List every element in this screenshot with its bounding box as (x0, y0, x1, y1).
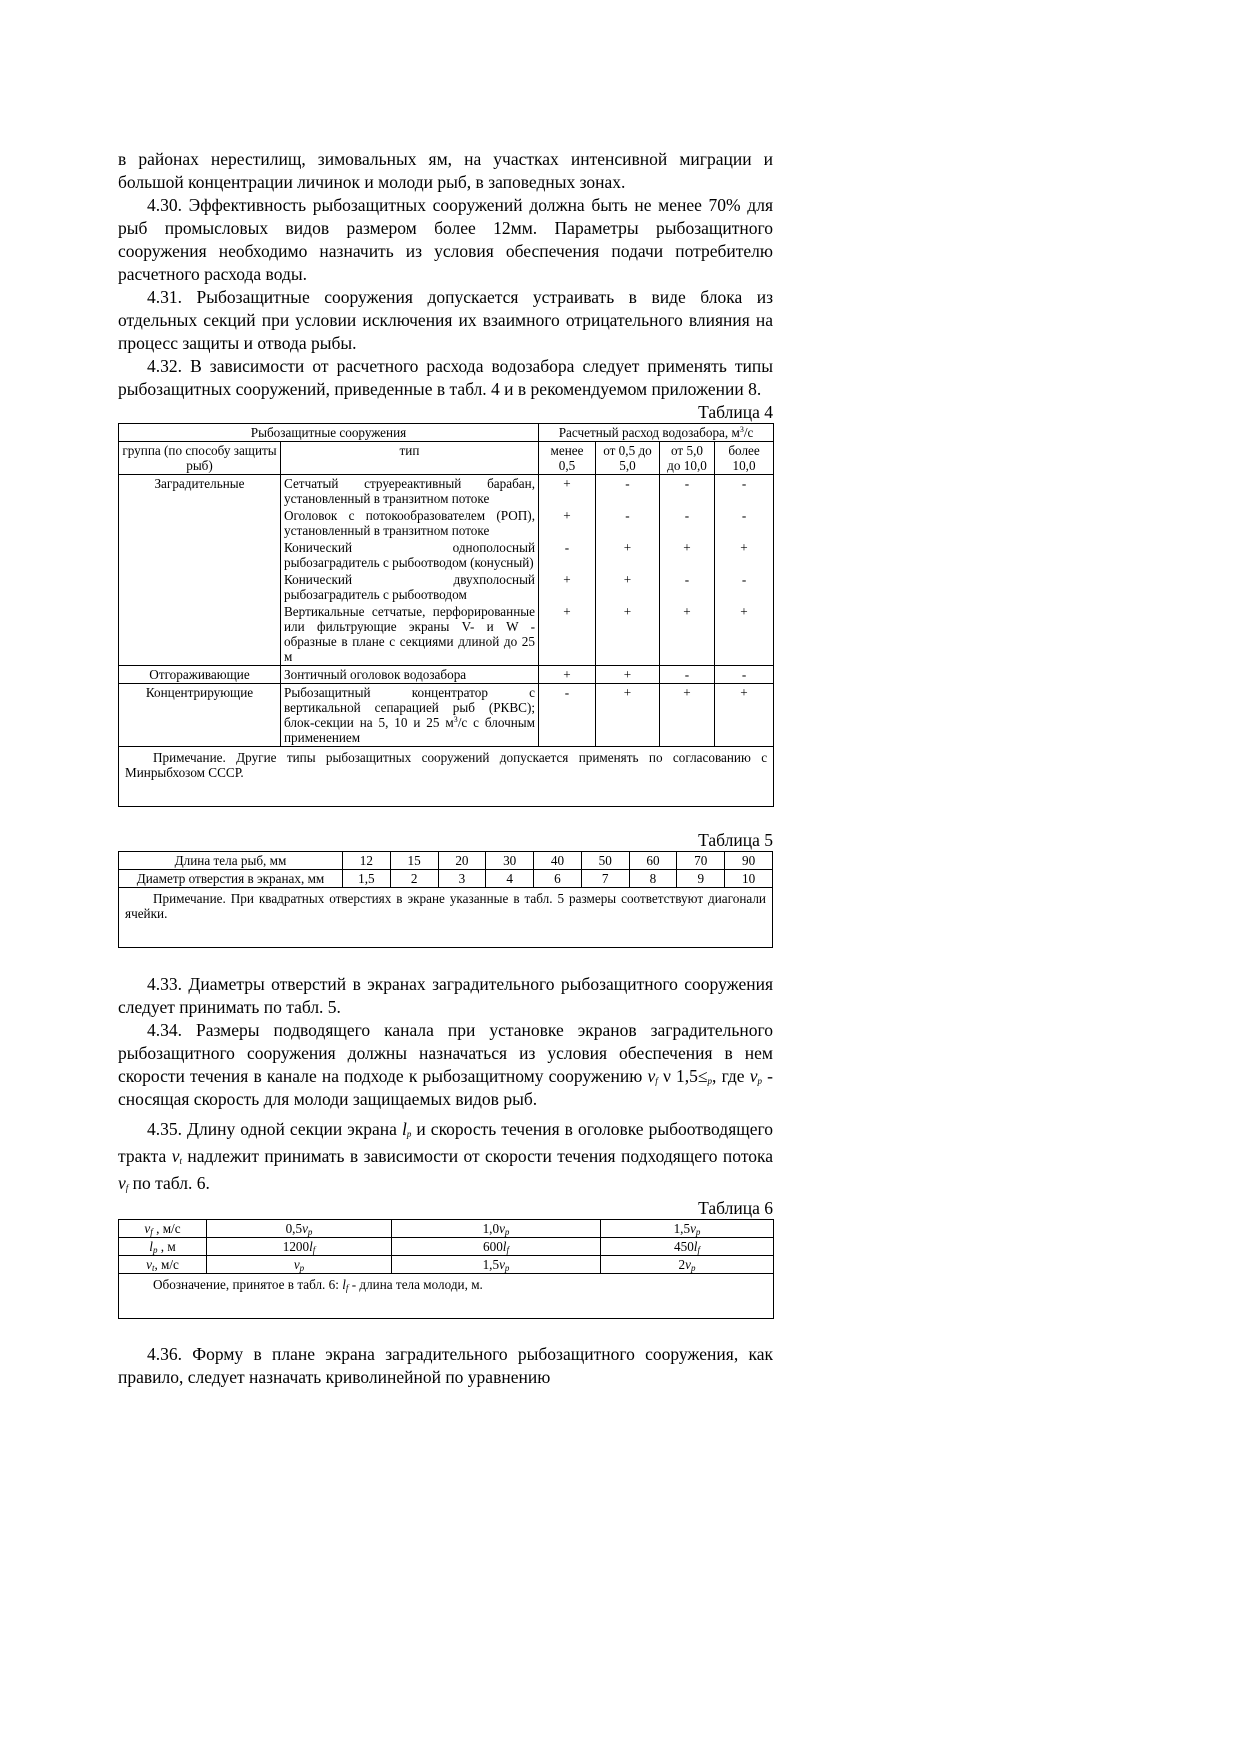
t4-header-col4: более 10,0 (715, 442, 774, 475)
table-5-caption: Таблица 5 (698, 830, 773, 850)
table-row: Конический двухполосный рыбозаградитель с рыбоотводом + + - - (119, 571, 774, 603)
table-row: Отгораживающие Зонтичный оголовок водозабора + + - - (119, 666, 774, 684)
paragraph-4-32: 4.32. В зависимости от расчетного расхода водозабора следует применять типы рыбозащитных сооружений, приведенные в табл. 4 и в рекомендуемом приложении 8. (118, 356, 773, 399)
t4-note: Примечание. Другие типы рыбозащитных сооружений допускается применять по согласованию с Минрыбхозом СССР. (119, 747, 774, 807)
table-row: Вертикальные сетчатые, перфорированные или фильтрующие экраны V- и W - образные в плане с секциями длиной до 25 м + + + + (119, 603, 774, 666)
t4-group-concentrating: Концентрирующие (119, 684, 281, 747)
table-row: Конический однополосный рыбозаградитель с рыбоотводом (конусный) - + + + (119, 539, 774, 571)
table-6-caption: Таблица 6 (698, 1198, 773, 1218)
t5-row2-label: Диаметр отверстия в экранах, мм (119, 870, 343, 888)
t4-header-col3: от 5,0 до 10,0 (660, 442, 715, 475)
paragraph-4-30: 4.30. Эффективность рыбозащитных сооружений должна быть не менее 70% для рыб промысловых видов размером более 12мм. Параметры рыбозащитного сооружения необходимо назначить из условия обеспечения подачи потребителю расчетного расхода воды. (118, 195, 773, 284)
document-page (118, 148, 773, 1389)
paragraph-4-33: 4.33. Диаметры отверстий в экранах заградительного рыбозащитного сооружения следует принимать по табл. 5. (118, 974, 773, 1017)
t4-header-group: группа (по способу защиты рыб) (119, 442, 281, 475)
paragraph-4-34: 4.34. Размеры подводящего канала при установке экранов заградительного рыбозащитного сооружения должны назначаться из условия обеспечения в нем скорости течения в канале на подходе к рыбозащитному сооружению $v_f$ ν $1,5\le_p$, где $v_p$ - сносящая скорость для молоди защищаемых видов рыб. (118, 1020, 773, 1109)
t6-note: Обозначение, принятое в табл. 6: $l_f$ - длина тела молоди, м. (119, 1274, 774, 1319)
table-row: Длина тела рыб, мм 12 15 20 30 40 50 60 70 90 (119, 852, 773, 870)
t4-group-barrier: Заградительные (119, 475, 281, 666)
intro-paragraph: в районах нерестилищ, зимовальных ям, на участках интенсивной миграции и большой концентрации личинок и молоди рыб, в заповедных зонах. (118, 149, 773, 192)
t4-header-flow: Расчетный расход водозабора, $м^3/с$ (539, 424, 774, 442)
table-row: Заградительные Сетчатый струереактивный барабан, установленный в транзитном потоке + - - - (119, 475, 774, 508)
t4-header-col2: от 0,5 до 5,0 (596, 442, 660, 475)
table-4-caption: Таблица 4 (698, 402, 773, 422)
table-row: $v_t$, м/с $v_p$ $1,5v_p$ $2v_p$ (119, 1256, 774, 1274)
t5-note: Примечание. При квадратных отверстиях в экране указанные в табл. 5 размеры соответствуют диагонали ячейки. (119, 888, 773, 948)
paragraph-4-36: 4.36. Форму в плане экрана заградительного рыбозащитного сооружения, как правило, следует назначать криволинейной по уравнению (118, 1344, 773, 1387)
t5-row1-label: Длина тела рыб, мм (119, 852, 343, 870)
paragraph-4-35: 4.35. Длину одной секции экрана $l_p$ и скорость течения в оголовке рыбоотводящего тракта $v_t$ надлежит принимать в зависимости от скорости течения подходящего потока $v_f$ по табл. 6. (118, 1119, 773, 1193)
table-row: $l_p$ , м $1200l_f$ $600l_f$ $450l_f$ (119, 1238, 774, 1256)
table-row: Оголовок с потокообразователем (РОП), установленный в транзитном потоке + - - - (119, 507, 774, 539)
paragraph-4-31: 4.31. Рыбозащитные сооружения допускается устраивать в виде блока из отдельных секций при условии исключения их взаимного отрицательного влияния на процесс защиты и отвода рыбы. (118, 287, 773, 353)
table-row: $v_f$ , м/с $0,5v_p$ $1,0v_p$ $1,5v_p$ (119, 1220, 774, 1238)
t4-header-type: тип (281, 442, 539, 475)
table-6 (118, 1219, 774, 1319)
table-5 (118, 851, 773, 948)
table-row: Диаметр отверстия в экранах, мм 1,5 2 3 4 6 7 8 9 10 (119, 870, 773, 888)
t4-header-col1: менее 0,5 (539, 442, 596, 475)
table-row: Концентрирующие Рыбозащитный концентратор с вертикальной сепарацией рыб (РКВС); блок-секции на 5, 10 и 25 $м^3/с$ с блочным применением - + + + (119, 684, 774, 747)
table-4 (118, 423, 774, 807)
t4-header-structures: Рыбозащитные сооружения (119, 424, 539, 442)
t4-group-fencing: Отгораживающие (119, 666, 281, 684)
